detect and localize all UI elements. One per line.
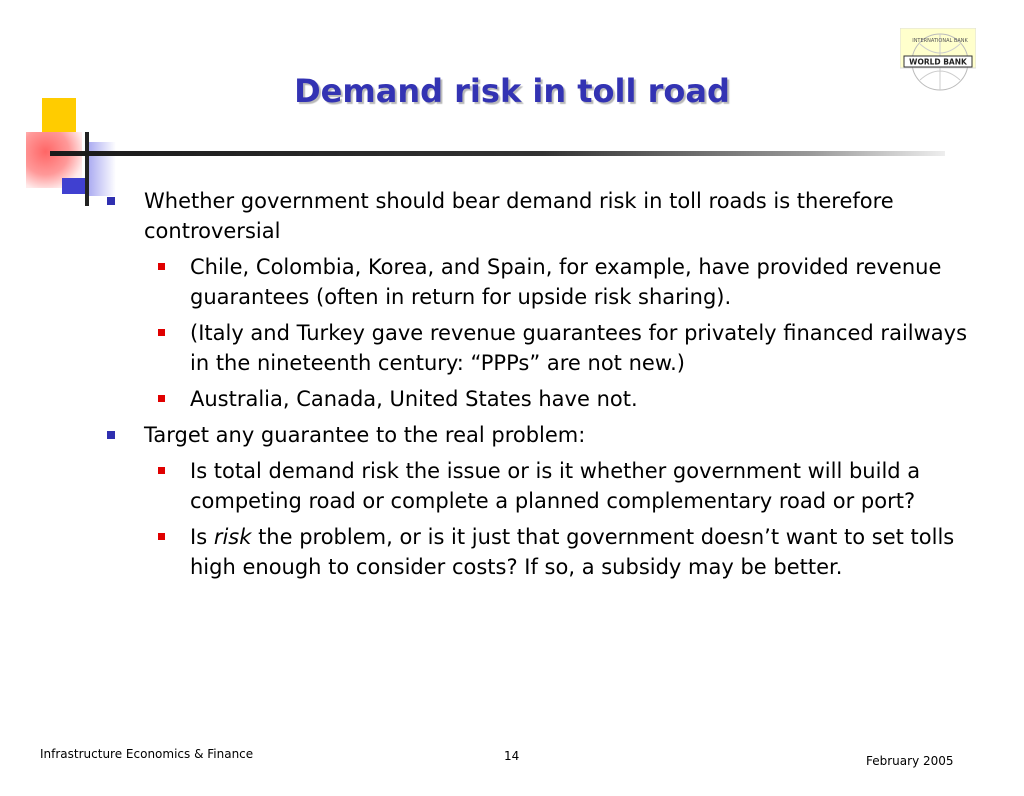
- sub-bullet-text-before: Is: [190, 525, 214, 549]
- footer-course-title: Infrastructure Economics & Finance: [40, 747, 254, 761]
- sub-bullet-square-icon: [158, 467, 165, 474]
- bullet-square-icon: [107, 431, 115, 439]
- sub-bullet-square-icon: [158, 329, 165, 336]
- title-divider-line: [50, 151, 945, 156]
- footer-page-number: 14: [504, 749, 520, 763]
- bullet-text: Target any guarantee to the real problem:: [144, 423, 586, 447]
- sub-bullet-emphasis: risk: [213, 525, 252, 549]
- bullet-item: [104, 420, 984, 450]
- sub-bullet-text: Is total demand risk the issue or is it whether government will build a competing road or complete a planned complementary road or port?: [190, 459, 921, 513]
- bullet-text: Whether government should bear demand risk in toll roads is therefore controversial: [144, 189, 894, 243]
- bullet-item: [104, 186, 984, 246]
- logo-text: WORLD BANK: [909, 57, 967, 67]
- sub-bullet-text: (Italy and Turkey gave revenue guarantees for privately financed railways in the nineteenth century: “PPPs” are not new.): [190, 321, 968, 375]
- slide-content: [104, 186, 984, 582]
- sub-bullet-square-icon: [158, 263, 165, 270]
- sub-bullet-item: [190, 522, 984, 582]
- sub-bullet-item: [190, 318, 984, 378]
- sub-bullet-square-icon: [158, 395, 165, 402]
- sub-bullet-text-after: the problem, or is it just that government doesn’t want to set tolls high enough to consider costs? If so, a subsidy may be better.: [190, 525, 955, 579]
- sub-bullet-item: [190, 252, 984, 312]
- sub-bullet-item: [190, 456, 984, 516]
- sub-bullet-item: [190, 384, 984, 414]
- footer-date: February 2005: [866, 754, 954, 768]
- sub-bullet-square-icon: [158, 533, 165, 540]
- sub-bullet-text: Chile, Colombia, Korea, and Spain, for example, have provided revenue guarantees (often in return for upside risk sharing).: [190, 255, 942, 309]
- sub-bullet-text: Australia, Canada, United States have not.: [190, 387, 638, 411]
- decor-vertical-line: [85, 132, 89, 206]
- slide-title: Demand risk in toll road: [294, 72, 730, 110]
- svg-text:INTERNATIONAL BANK: INTERNATIONAL BANK: [912, 38, 968, 44]
- bullet-square-icon: [107, 197, 115, 205]
